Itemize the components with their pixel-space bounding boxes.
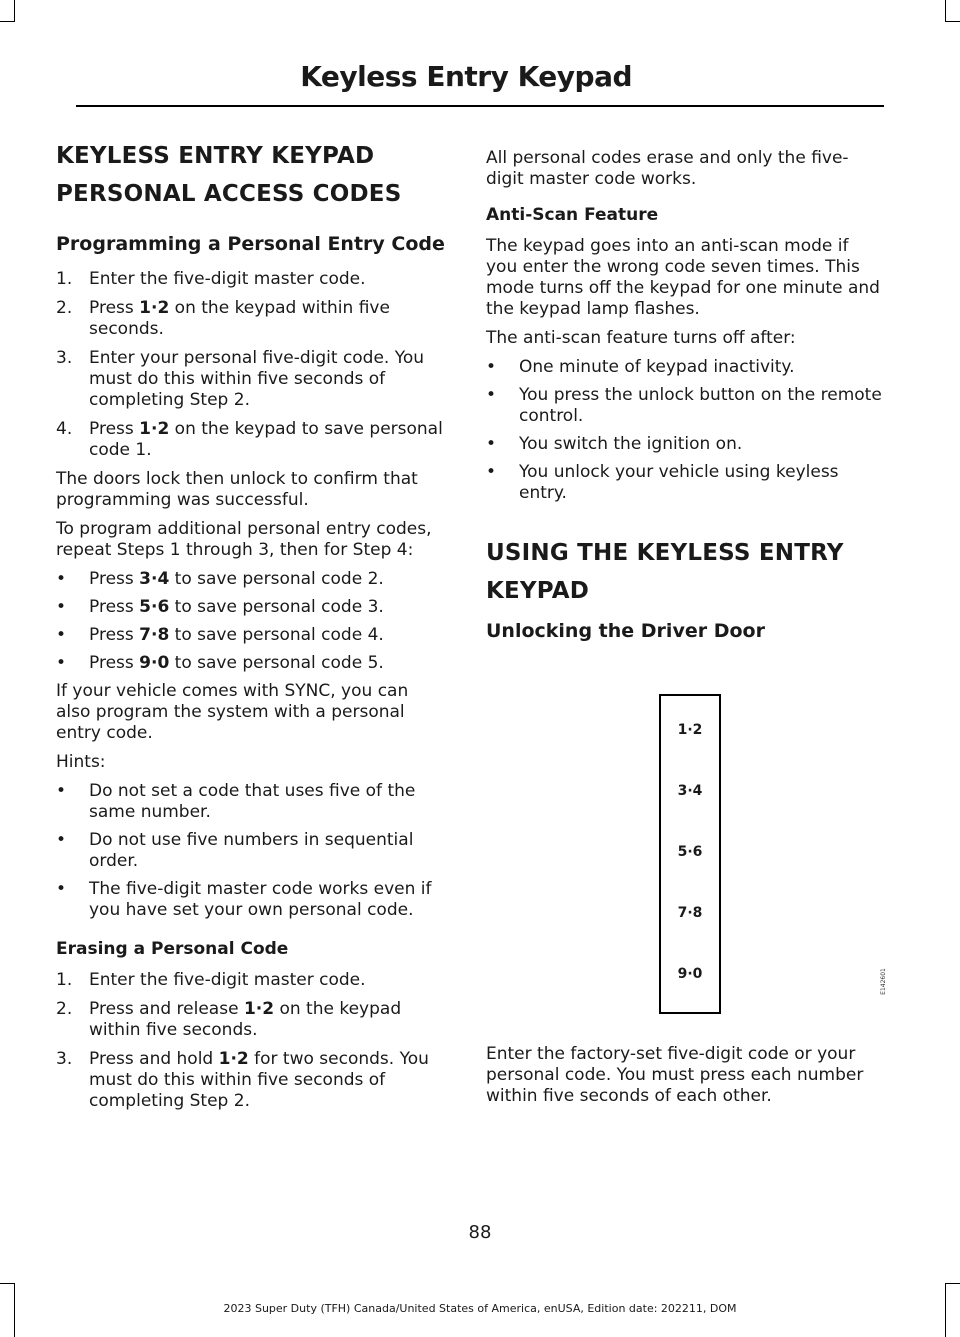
crop-mark <box>945 1283 960 1284</box>
item-text: for two seconds. You must do this within five seconds of completing Step 2. <box>89 1049 429 1111</box>
subsection-heading: Anti-Scan Feature <box>486 205 659 225</box>
list-item <box>486 385 884 427</box>
item-text: Press <box>89 597 140 617</box>
keypad-key-label: 5·6 <box>139 597 170 617</box>
list-marker: • <box>56 879 67 899</box>
item-text: You switch the ignition on. <box>519 434 743 454</box>
paragraph: All personal codes erase and only the five-digit master code works. <box>486 148 849 189</box>
erase-steps <box>56 970 448 1120</box>
item-text: on the keypad within five seconds. <box>89 298 390 339</box>
list-item <box>486 434 884 455</box>
item-text: One minute of keypad inactivity. <box>519 357 795 377</box>
keypad-key-label: 1·2 <box>243 999 275 1019</box>
list-marker: • <box>56 781 67 801</box>
keypad-key-label: 7·8 <box>139 625 170 645</box>
right-column <box>486 148 884 642</box>
keypad-key-label: 1·2 <box>218 1049 249 1069</box>
item-text: Press <box>89 569 140 589</box>
list-item <box>56 830 448 872</box>
item-text: Press and release <box>89 999 244 1019</box>
list-marker: 1. <box>56 269 73 289</box>
keypad-key-label: 3·4 <box>139 569 170 589</box>
paragraph: Enter the factory-set five-digit code or your personal code. You must press each number within five seconds of each other. <box>486 1044 864 1106</box>
keypad-instructions <box>486 1044 884 1107</box>
subsection-heading: Programming a Personal Entry Code <box>56 233 445 255</box>
item-text: You press the unlock button on the remote control. <box>519 385 882 426</box>
item-text: Press <box>89 625 140 645</box>
list-marker: • <box>56 597 67 617</box>
list-item <box>486 357 884 378</box>
list-marker: 4. <box>56 419 73 439</box>
paragraph: If your vehicle comes with SYNC, you can also program the system with a personal entry code. <box>56 681 409 743</box>
item-text: on the keypad to save personal code 1. <box>89 419 443 460</box>
keypad-key: 1·2 <box>677 722 703 738</box>
item-text: to save personal code 5. <box>169 653 384 673</box>
item-text: Press <box>89 653 140 673</box>
crop-mark <box>14 0 15 22</box>
list-item <box>56 781 448 823</box>
page-header-title: Keyless Entry Keypad <box>300 60 632 93</box>
list-marker: 1. <box>56 970 73 990</box>
list-item <box>56 999 448 1041</box>
item-text: on the keypad within five seconds. <box>89 999 402 1040</box>
section-heading: USING THE KEYLESS ENTRY <box>486 540 844 566</box>
keypad-key: 3·4 <box>677 783 703 799</box>
keypad-key: 9·0 <box>677 966 703 982</box>
list-marker: • <box>56 569 67 589</box>
subsection-heading: Unlocking the Driver Door <box>486 620 765 642</box>
section-heading: KEYLESS ENTRY KEYPAD <box>56 143 375 169</box>
list-marker: • <box>56 830 67 850</box>
page-footer: 2023 Super Duty (TFH) Canada/United States of America, enUSA, Edition date: 202211, DOM <box>223 1302 737 1315</box>
hints-list <box>56 781 448 928</box>
antiscan-list <box>486 357 884 511</box>
list-marker: • <box>56 625 67 645</box>
list-item <box>56 970 448 991</box>
crop-mark <box>0 1283 15 1284</box>
list-item <box>56 653 448 674</box>
list-item <box>56 879 448 921</box>
header-rule <box>76 105 884 107</box>
keypad-key-label: 1·2 <box>139 419 170 439</box>
item-text: Do not set a code that uses five of the same number. <box>89 781 416 822</box>
list-item <box>56 625 448 646</box>
list-marker: 2. <box>56 298 73 318</box>
list-item <box>56 348 448 411</box>
list-item <box>56 569 448 590</box>
item-text: Do not use five numbers in sequential order. <box>89 830 414 871</box>
page-number: 88 <box>468 1222 492 1243</box>
item-text: Enter the five-digit master code. <box>89 269 366 289</box>
subsection-heading: Erasing a Personal Code <box>56 939 289 959</box>
keypad-key-label: 1·2 <box>139 298 170 318</box>
section-heading: PERSONAL ACCESS CODES <box>56 181 402 207</box>
item-text: Press <box>89 419 140 439</box>
list-item <box>56 419 448 461</box>
paragraph: To program additional personal entry codes, repeat Steps 1 through 3, then for Step 4: <box>56 519 432 560</box>
keypad-key: 5·6 <box>677 844 703 860</box>
list-item <box>56 1049 448 1112</box>
list-marker: • <box>486 434 497 454</box>
list-marker: • <box>486 357 497 377</box>
list-marker: 3. <box>56 1049 73 1069</box>
list-item <box>56 597 448 618</box>
item-text: Press <box>89 298 140 318</box>
save-code-list <box>56 569 448 681</box>
crop-mark <box>945 21 960 22</box>
item-text: to save personal code 2. <box>169 569 384 589</box>
list-item <box>56 269 448 290</box>
paragraph: The keypad goes into an anti-scan mode if you enter the wrong code seven times. This mode turns off the keypad for one minute and the keypad lamp flashes. <box>486 236 880 319</box>
list-marker: • <box>486 462 497 482</box>
list-marker: 2. <box>56 999 73 1019</box>
item-text: Enter your personal five-digit code. You must do this within five seconds of completing Step 2. <box>89 348 425 410</box>
crop-mark <box>0 21 15 22</box>
list-marker: 3. <box>56 348 73 368</box>
item-text: You unlock your vehicle using keyless entry. <box>519 462 839 503</box>
list-marker: • <box>56 653 67 673</box>
item-text: to save personal code 3. <box>169 597 384 617</box>
item-text: Press and hold <box>89 1049 219 1069</box>
crop-mark <box>945 0 946 22</box>
section-heading: KEYPAD <box>486 578 590 604</box>
item-text: Enter the five-digit master code. <box>89 970 366 990</box>
keypad-illustration <box>659 694 721 1014</box>
list-marker: • <box>486 385 497 405</box>
list-item <box>486 462 884 504</box>
figure-id: E142601 <box>879 968 887 995</box>
paragraph: The doors lock then unlock to confirm that programming was successful. <box>56 469 418 510</box>
left-column <box>56 140 448 1120</box>
item-text: to save personal code 4. <box>169 625 384 645</box>
programming-steps <box>56 269 448 469</box>
list-item <box>56 298 448 340</box>
keypad-key-label: 9·0 <box>139 653 170 673</box>
item-text: The five-digit master code works even if you have set your own personal code. <box>89 879 432 920</box>
paragraph: The anti-scan feature turns off after: <box>486 328 796 348</box>
hints-label: Hints: <box>56 752 106 772</box>
keypad-key: 7·8 <box>677 905 703 921</box>
